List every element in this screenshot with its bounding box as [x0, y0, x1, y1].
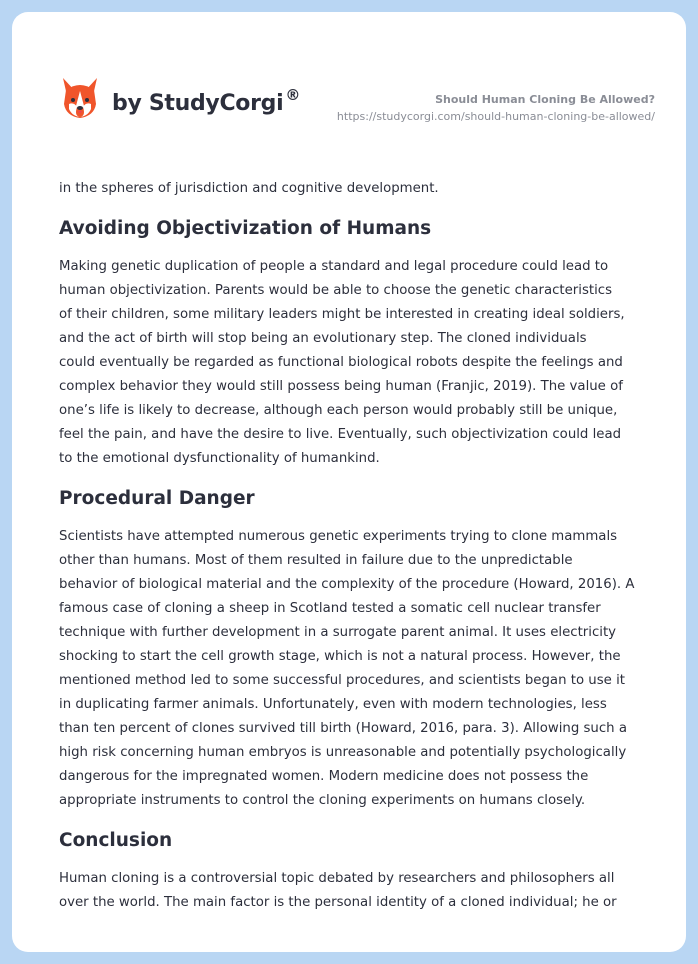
- document-url[interactable]: https://studycorgi.com/should-human-cloning-be-allowed/: [336, 110, 655, 123]
- text-line: technique with further development in a surrogate parent animal. It uses electricity: [59, 625, 617, 640]
- text-line: could eventually be regarded as functional biological robots despite the feelings and: [59, 355, 623, 370]
- text-line: complex behavior they would still possess being human (Franjic, 2019). The value of: [59, 379, 623, 394]
- brand-name: by StudyCorgi ®: [112, 86, 301, 116]
- text-line: human objectivization. Parents would be able to choose the genetic characteristics: [59, 283, 613, 298]
- text-line: Human cloning is a controversial topic debated by researchers and philosophers all: [59, 871, 615, 886]
- text-line: in the spheres of jurisdiction and cognitive development.: [59, 181, 439, 196]
- section-heading: Procedural Danger: [59, 488, 255, 509]
- text-line: behavior of biological material and the complexity of the procedure (Howard, 2016). A: [59, 577, 635, 592]
- intro-paragraph: [59, 177, 659, 201]
- studycorgi-logo[interactable]: [60, 76, 300, 120]
- text-line: other than humans. Most of them resulted in failure due to the unpredictable: [59, 553, 573, 568]
- text-line: over the world. The main factor is the personal identity of a cloned individual; he or: [59, 895, 617, 910]
- section-heading: Conclusion: [59, 830, 173, 851]
- text-line: appropriate instruments to control the cloning experiments on humans closely.: [59, 793, 586, 808]
- text-line: than ten percent of clones survived till birth (Howard, 2016, para. 3). Allowing such a: [59, 721, 627, 736]
- text-line: Making genetic duplication of people a standard and legal procedure could lead to: [59, 259, 609, 274]
- text-line: to the emotional dysfunctionality of humankind.: [59, 451, 380, 466]
- document-page: [12, 12, 686, 952]
- document-title: Should Human Cloning Be Allowed?: [435, 93, 655, 106]
- registered-mark: ®: [285, 86, 301, 104]
- text-line: and the act of birth will stop being an evolutionary step. The cloned individuals: [59, 331, 587, 346]
- text-line: in duplicating farmer animals. Unfortunately, even with modern technologies, less: [59, 697, 607, 712]
- section-heading: Avoiding Objectivization of Humans: [59, 218, 432, 239]
- text-line: famous case of cloning a sheep in Scotland tested a somatic cell nuclear transfer: [59, 601, 601, 616]
- text-line: mentioned method led to some successful procedures, and scientists began to use it: [59, 673, 625, 688]
- text-line: high risk concerning human embryos is unreasonable and potentially psychologically: [59, 745, 627, 760]
- article-body: [59, 177, 659, 915]
- text-line: dangerous for the impregnated women. Modern medicine does not possess the: [59, 769, 589, 784]
- text-line: one’s life is likely to decrease, although each person would probably still be unique,: [59, 403, 618, 418]
- text-line: of their children, some military leaders might be interested in creating ideal soldiers,: [59, 307, 625, 322]
- document-meta: [337, 93, 655, 124]
- corgi-icon: [60, 76, 100, 120]
- section-paragraph: [59, 867, 659, 915]
- text-line: Scientists have attempted numerous genetic experiments trying to clone mammals: [59, 529, 618, 544]
- text-line: shocking to start the cell growth stage, which is not a natural process. However, the: [59, 649, 621, 664]
- text-line: feel the pain, and have the desire to live. Eventually, such objectivization could lead: [59, 427, 622, 442]
- section-paragraph: [59, 255, 659, 471]
- section-paragraph: [59, 525, 659, 813]
